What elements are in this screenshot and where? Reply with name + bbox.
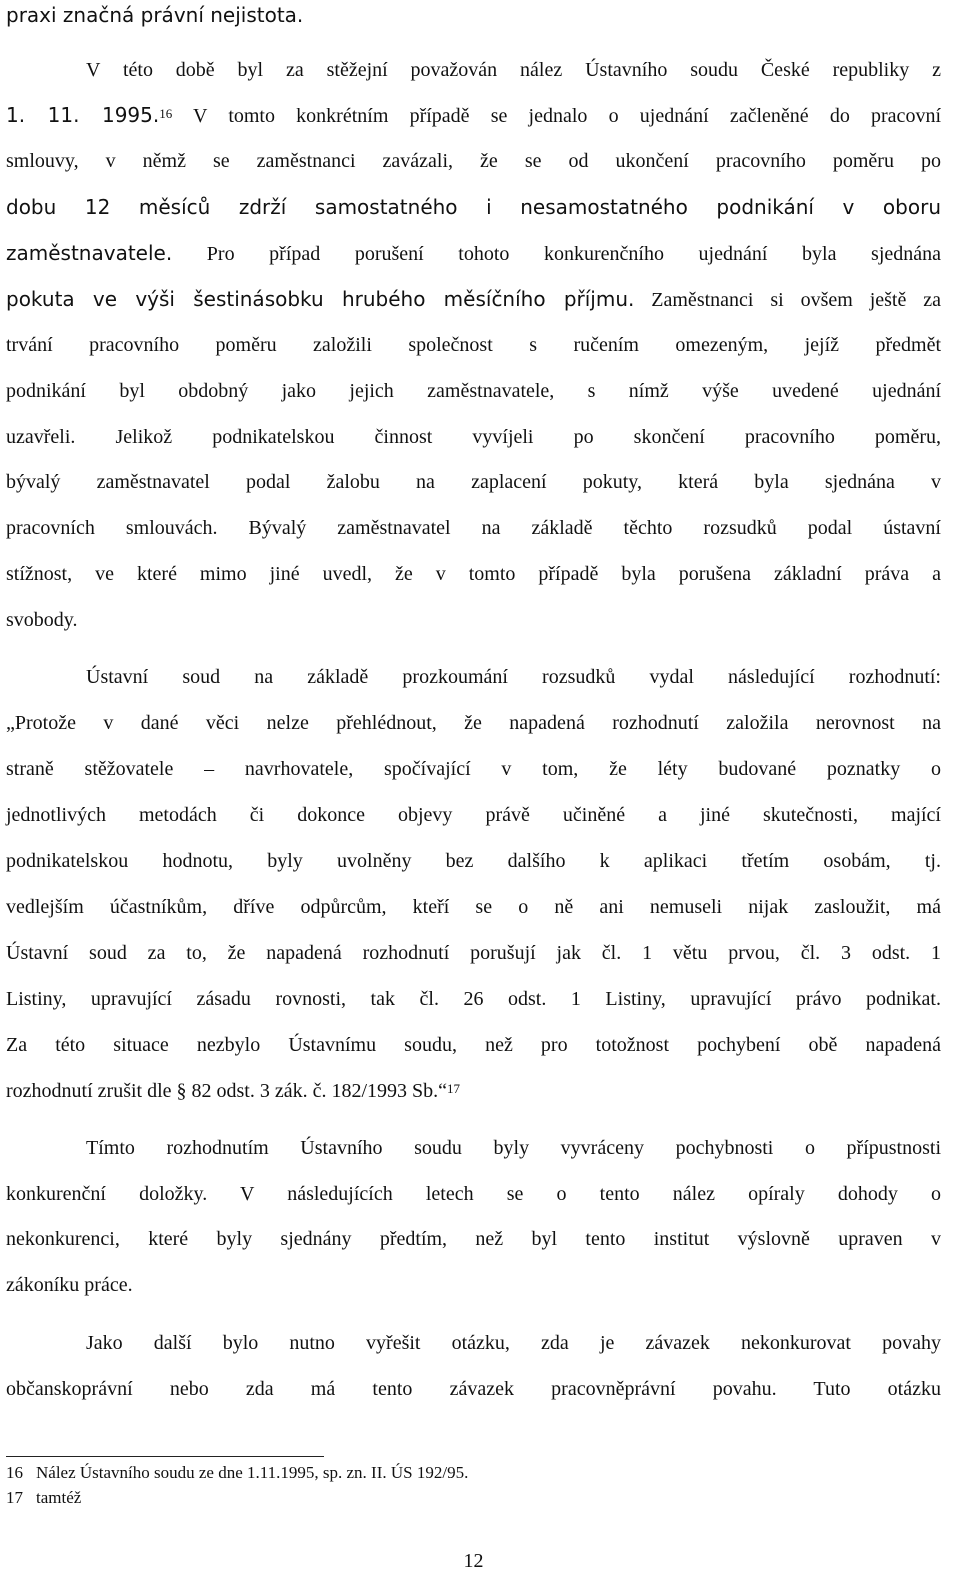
text-span: rozhodnutí zrušit dle § 82 odst. 3 zák. č. 182/1993 Sb.“ [6,1080,448,1102]
footnote-text: tamtéž [36,1488,82,1507]
text-line [6,1078,941,1104]
page-number: 12 [463,1550,484,1572]
text-span: Tímto rozhodnutím Ústavního soudu byly vyvráceny pochybnosti o přípustnosti [86,1137,941,1159]
text-line [6,469,941,495]
text-line [6,1181,941,1207]
text-span: 1. 11. 1995. [6,103,160,127]
text-span: Listiny, upravující zásadu rovnosti, tak čl. 26 odst. 1 Listiny, upravující právo podnikat. [6,988,941,1010]
footnote [6,1487,81,1509]
text-span: dobu 12 měsíců zdrží samostatného i nesamostatného podnikání v oboru [6,195,941,219]
text-span: bývalý zaměstnavatel podal žalobu na zaplacení pokuty, která byla sjednána v [6,471,941,493]
text-span: podnikání byl obdobný jako jejich zaměstnavatele, s nímž výše uvedené ujednání [6,380,941,402]
text-line [6,2,941,28]
footnote-separator [6,1456,324,1457]
text-span: uzavřeli. Jelikož podnikatelskou činnost vyvíjeli po skončení pracovního poměru, [6,426,941,448]
text-span: zaměstnavatele. [6,241,173,265]
footnote-ref: 17 [447,1081,461,1096]
text-span: vedlejším účastníkům, dříve odpůrcům, kteří se o ně ani nemuseli nijak zasloužit, má [6,896,941,918]
text-span: stížnost, ve které mimo jiné uvedl, že v tomto případě byla porušena základní práva a [6,563,941,585]
text-line [6,1135,941,1161]
text-span: Jako další bylo nutno vyřešit otázku, zda je závazek nekonkurovat povahy [86,1332,941,1354]
document-page [6,0,956,1593]
footnote-number: 17 [6,1488,23,1507]
footnote-number: 16 [6,1463,23,1482]
text-line [6,1272,941,1298]
text-line [6,57,941,83]
text-span: V tomto konkrétním případě se jednalo o ujednání začleněné do pracovní [172,105,941,127]
text-span: Ústavní soud za to, že napadená rozhodnutí porušují jak čl. 1 větu prvou, čl. 3 odst. 1 [6,942,941,964]
text-line [6,894,941,920]
footnote-ref: 16 [159,106,173,121]
text-span: konkurenční doložky. V následujících letech se o tento nález opíraly dohody o [6,1183,941,1205]
text-line [6,332,941,358]
text-span: pokuta ve výši šestinásobku hrubého měsíčního příjmu. [6,287,635,311]
text-span: „Protože v dané věci nelze přehlédnout, že napadená rozhodnutí založila nerovnost na [6,712,941,734]
text-span: Zaměstnanci si ovšem ještě za [634,289,942,311]
text-line [6,148,941,174]
text-span: Pro případ porušení tohoto konkurenčního ujednání byla sjednána [172,243,941,265]
text-line [6,424,941,450]
text-span: pracovních smlouvách. Bývalý zaměstnavatel na základě těchto rozsudků podal ústavní [6,517,941,539]
text-line [6,756,941,782]
text-line [6,378,941,404]
text-span: občanskoprávní nebo zda má tento závazek pracovněprávní povahu. Tuto otázku [6,1378,941,1400]
text-line [6,940,941,966]
text-line [6,286,941,313]
text-line [6,710,941,736]
text-line [6,561,941,587]
text-line [6,802,941,828]
text-line [6,102,941,129]
text-span: trvání pracovního poměru založili společnost s ručením omezeným, jejíž předmět [6,334,941,356]
text-span: Za této situace nezbylo Ústavnímu soudu, než pro totožnost pochybení obě napadená [6,1034,941,1056]
text-line [6,1226,941,1252]
text-span: svobody. [6,609,78,631]
text-line [6,664,941,690]
text-line [6,1376,941,1402]
text-line [6,986,941,1012]
text-line [6,1330,941,1356]
text-span: zákoníku práce. [6,1274,133,1296]
text-line [6,240,941,267]
text-span: podnikatelskou hodnotu, byly uvolněny bez dalšího k aplikaci třetím osobám, tj. [6,850,941,872]
text-span: jednotlivých metodách či dokonce objevy právě učiněné a jiné skutečnosti, mající [6,804,941,826]
text-span: smlouvy, v němž se zaměstnanci zavázali, že se od ukončení pracovního poměru po [6,150,941,172]
footnote-text: Nález Ústavního soudu ze dne 1.11.1995, sp. zn. II. ÚS 192/95. [36,1463,469,1482]
text-line [6,194,941,220]
text-span: nekonkurenci, které byly sjednány předtím, než byl tento institut výslovně upraven v [6,1228,941,1250]
text-span: Ústavní soud na základě prozkoumání rozsudků vydal následující rozhodnutí: [86,666,941,688]
text-span: V této době byl za stěžejní považován nález Ústavního soudu České republiky z [86,59,941,81]
text-line [6,515,941,541]
footnote [6,1462,468,1484]
text-line [6,848,941,874]
text-span: praxi značná právní nejistota. [6,3,304,27]
text-line [6,607,941,633]
text-span: straně stěžovatele – navrhovatele, spočívající v tom, že léty budované poznatky o [6,758,941,780]
text-line [6,1032,941,1058]
